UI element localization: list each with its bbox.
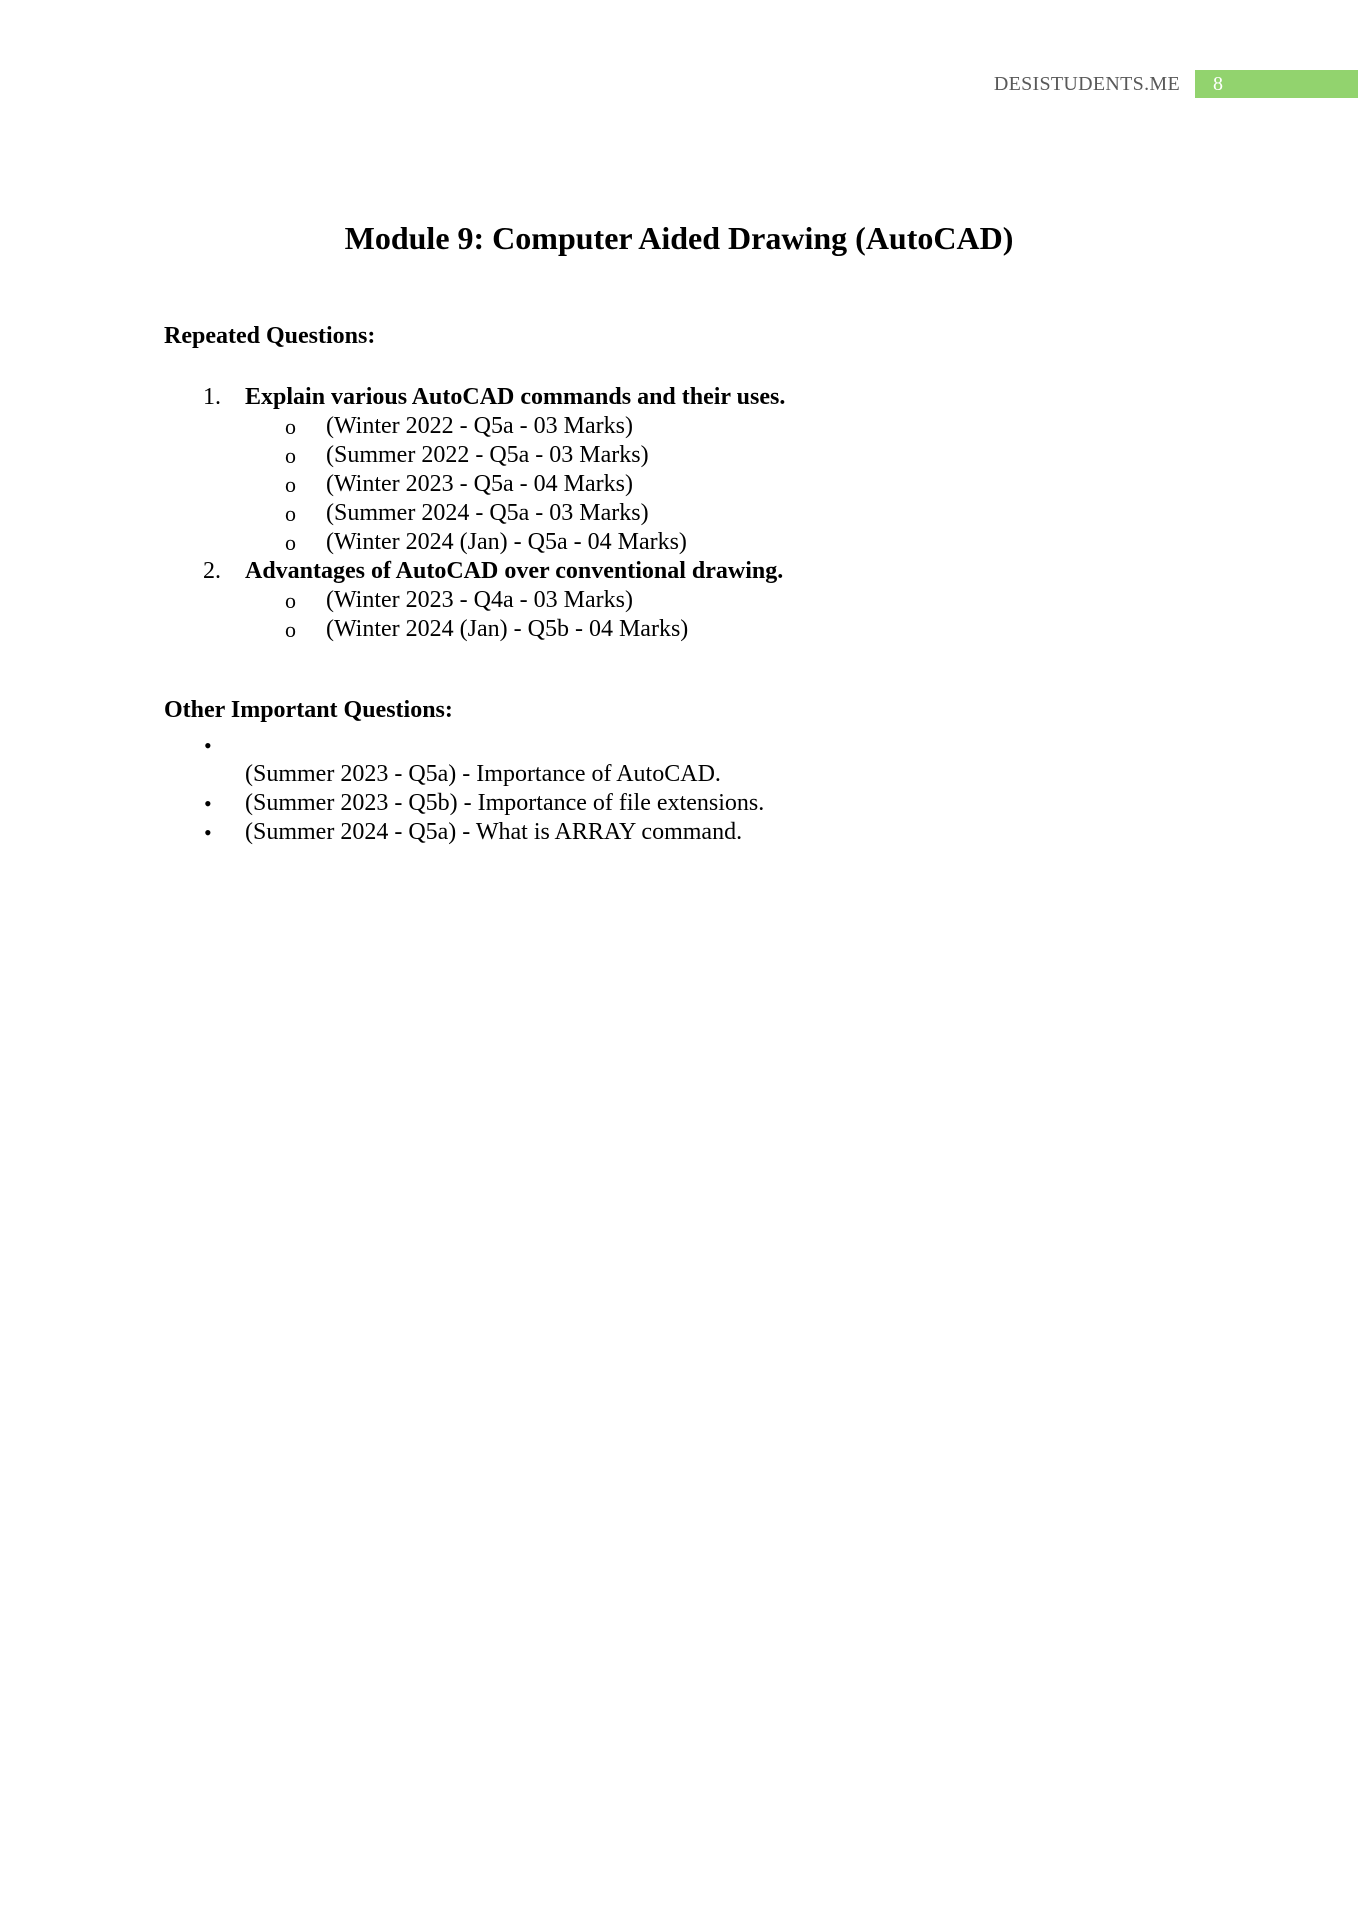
list-item-text: (Summer 2023 - Q5a) - Importance of AutoCAD.	[245, 761, 721, 787]
other-questions-heading: Other Important Questions:	[164, 697, 453, 723]
list-item-text: (Summer 2024 - Q5a) - What is ARRAY command.	[245, 819, 743, 845]
bullet-icon: •	[204, 820, 212, 845]
occurrence-text: (Winter 2024 (Jan) - Q5a - 04 Marks)	[326, 529, 687, 555]
repeated-questions-heading: Repeated Questions:	[164, 323, 376, 349]
occurrence-text: (Winter 2023 - Q5a - 04 Marks)	[326, 471, 633, 497]
occurrence-text: (Winter 2022 - Q5a - 03 Marks)	[326, 413, 633, 439]
question-text: Explain various AutoCAD commands and their uses.	[245, 384, 786, 410]
page-title: Module 9: Computer Aided Drawing (AutoCAD)	[344, 220, 1014, 256]
circle-bullet-icon: o	[285, 414, 296, 439]
page-header	[994, 69, 1358, 99]
question-number: 2.	[203, 558, 221, 584]
site-name: DESISTUDENTS.ME	[993, 72, 1180, 95]
bullet-icon: •	[204, 733, 212, 758]
occurrence-text: (Winter 2024 (Jan) - Q5b - 04 Marks)	[326, 616, 689, 642]
circle-bullet-icon: o	[285, 443, 296, 468]
bullet-icon: •	[204, 791, 212, 816]
question-number: 1.	[203, 384, 221, 410]
circle-bullet-icon: o	[285, 588, 296, 613]
circle-bullet-icon: o	[285, 501, 296, 526]
circle-bullet-icon: o	[285, 617, 296, 642]
list-item-text: (Summer 2023 - Q5b) - Importance of file extensions.	[245, 790, 765, 816]
question-text: Advantages of AutoCAD over conventional drawing.	[245, 558, 784, 584]
occurrence-text: (Summer 2024 - Q5a - 03 Marks)	[326, 500, 649, 526]
occurrence-text: (Winter 2023 - Q4a - 03 Marks)	[326, 587, 633, 613]
page-number-badge: 8	[1195, 70, 1358, 98]
occurrence-text: (Summer 2022 - Q5a - 03 Marks)	[326, 442, 649, 468]
circle-bullet-icon: o	[285, 472, 296, 497]
circle-bullet-icon: o	[285, 530, 296, 555]
